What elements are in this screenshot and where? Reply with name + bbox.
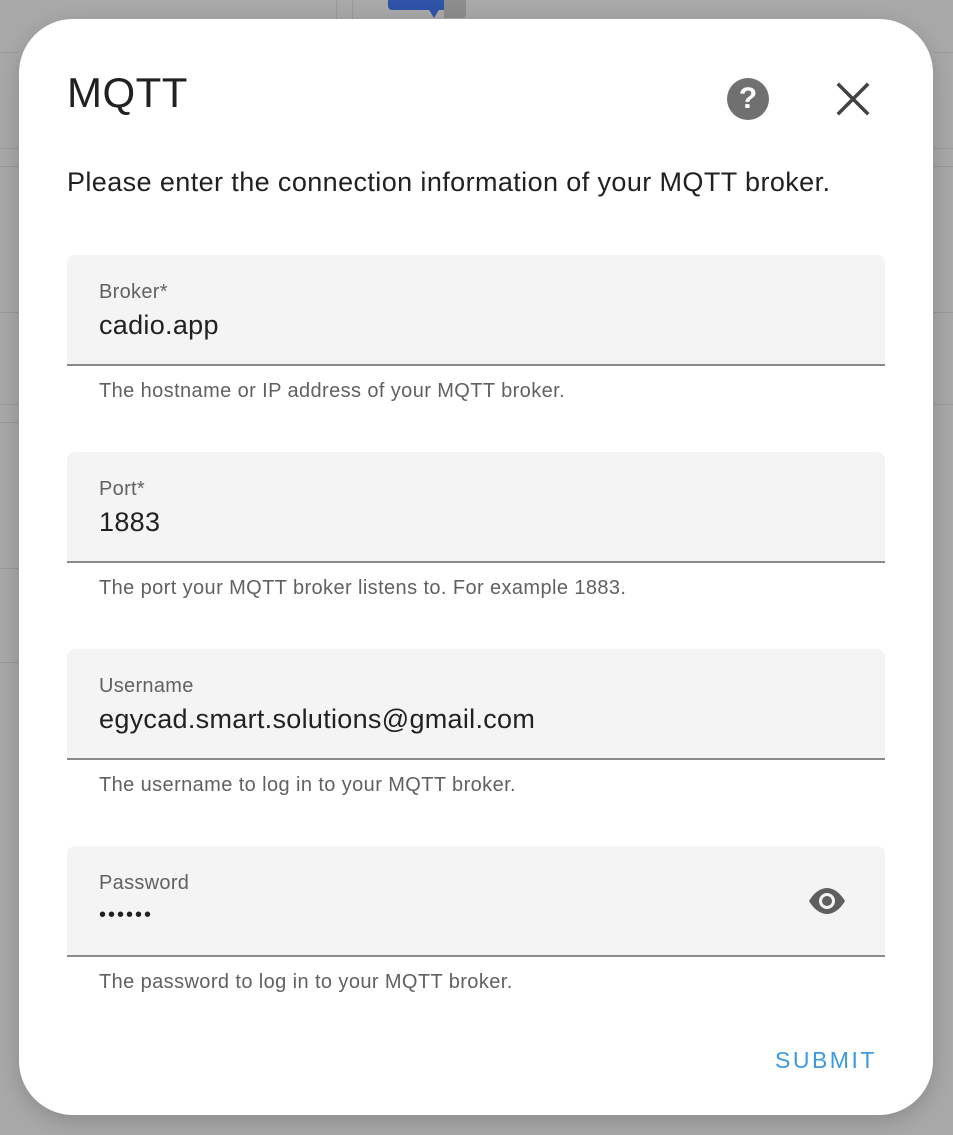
username-helper-text: The username to log in to your MQTT broker. [99, 774, 517, 796]
background-divider [0, 52, 19, 53]
submit-button[interactable]: SUBMIT [775, 1047, 877, 1073]
username-field[interactable] [67, 649, 885, 760]
username-input[interactable]: egycad.smart.solutions@gmail.com [99, 704, 536, 734]
background-chat-icon-tail [428, 8, 440, 18]
eye-icon[interactable] [807, 883, 847, 919]
password-label: Password [99, 872, 190, 894]
background-divider [0, 404, 19, 405]
broker-input[interactable]: cadio.app [99, 310, 219, 340]
broker-label: Broker* [99, 281, 168, 303]
password-field[interactable] [67, 846, 885, 957]
background-divider [352, 0, 353, 19]
background-divider [933, 52, 953, 53]
password-helper-text: The password to log in to your MQTT broker. [99, 971, 513, 993]
broker-helper-text: The hostname or IP address of your MQTT broker. [99, 380, 566, 402]
background-divider [0, 148, 19, 149]
mqtt-config-dialog [19, 19, 933, 1115]
close-icon[interactable] [833, 79, 873, 119]
broker-field[interactable] [67, 255, 885, 366]
password-input[interactable]: •••••• [99, 904, 154, 926]
background-badge [444, 0, 466, 18]
help-icon[interactable]: ? [727, 78, 769, 120]
background-divider [933, 404, 953, 405]
background-divider [0, 166, 19, 167]
background-divider [933, 148, 953, 149]
port-helper-text: The port your MQTT broker listens to. For example 1883. [99, 577, 627, 599]
background-divider [0, 422, 19, 423]
port-label: Port* [99, 478, 145, 500]
background-divider [0, 312, 19, 313]
dialog-title: MQTT [67, 69, 188, 116]
port-input[interactable]: 1883 [99, 507, 161, 537]
port-field[interactable] [67, 452, 885, 563]
background-divider [0, 662, 19, 663]
background-divider [0, 568, 19, 569]
dialog-description: Please enter the connection information of your MQTT broker. [67, 167, 831, 197]
background-divider [336, 0, 337, 19]
username-label: Username [99, 675, 194, 697]
background-divider [933, 166, 953, 167]
background-divider [933, 312, 953, 313]
